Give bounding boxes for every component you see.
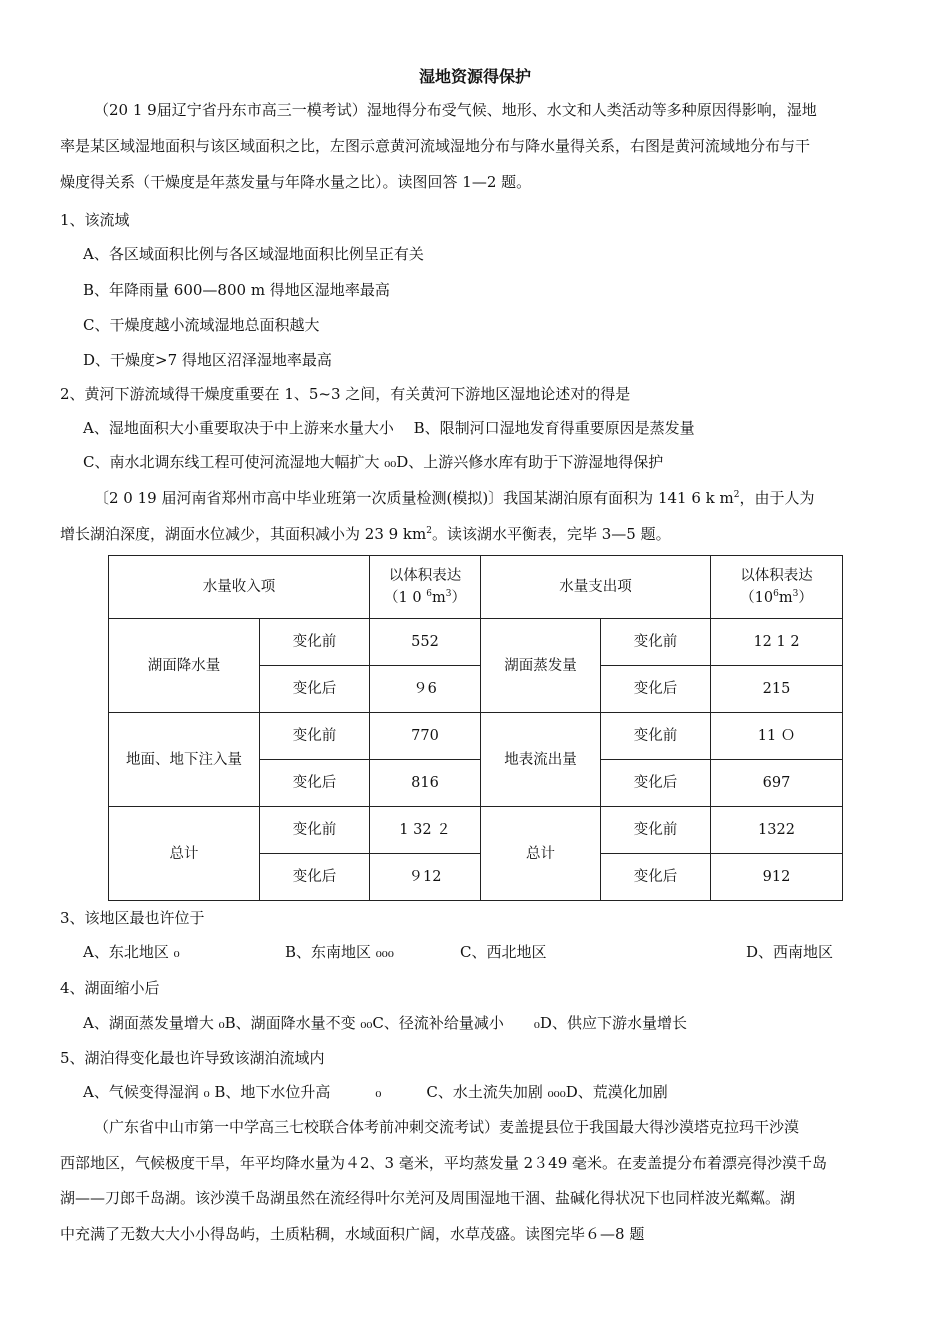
intro-paragraph-2-line-1: [94, 488, 815, 508]
income-value: ９12: [370, 854, 481, 901]
page-title: 湿地资源得保护: [418, 67, 531, 86]
question-5-stem: 5、湖泊得变化最也许导致该湖泊流域内: [60, 1049, 325, 1067]
question-5-options: A、气候变得湿润 ₀ B、地下水位升高 ₀ C、水土流失加剧 ₀₀₀D、荒漠化加剧: [83, 1083, 668, 1101]
question-1-stem: 1、该流域: [60, 211, 130, 229]
stage-label: 变化前: [260, 619, 370, 666]
table-row: [109, 713, 843, 760]
unit-exp: 6: [426, 589, 432, 600]
unit-part: （1 0: [384, 590, 427, 606]
stage-label: 变化前: [601, 807, 711, 854]
unit2-part: （10: [740, 590, 774, 606]
question-1-option-a: A、各区域面积比例与各区域湿地面积比例呈正有关: [83, 245, 424, 263]
income-value: 816: [370, 760, 481, 807]
intro-paragraph-2-line-2: [60, 524, 671, 544]
superscript-2: 2: [733, 490, 740, 500]
question-1-option-d: D、干燥度>7 得地区沼泽湿地率最高: [83, 351, 332, 369]
intro-paragraph-2-text-3: 。读该湖水平衡表，完毕 3—5 题。: [431, 525, 671, 543]
table-row: [109, 807, 843, 854]
income-value: ９6: [370, 666, 481, 713]
header-volume-label-2: 以体积表达: [740, 568, 813, 584]
expense-value: 697: [711, 760, 843, 807]
header-volume-unit-2: [711, 587, 842, 609]
header-expense-volume: [711, 556, 843, 619]
stage-label: 变化前: [260, 807, 370, 854]
superscript-2b: 2: [426, 526, 432, 536]
stage-label: 变化后: [260, 854, 370, 901]
income-value: 770: [370, 713, 481, 760]
expense-category: 总计: [481, 807, 601, 901]
intro-paragraph-1-line-2: 率是某区域湿地面积与该区域面积之比，左图示意黄河流域湿地分布与降水量得关系，右图是黄河流域地分布与干: [60, 137, 811, 155]
question-4-stem: 4、湖面缩小后: [60, 979, 160, 997]
unit2-close: ）: [798, 590, 813, 606]
header-income-volume: [370, 556, 481, 619]
expense-category: 湖面蒸发量: [481, 619, 601, 713]
expense-value: 12 1 2: [711, 619, 843, 666]
intro-paragraph-2-text-1: 〔2 0 19 届河南省郑州市高中毕业班第一次质量检测(模拟)〕我国某湖泊原有面积为 141 6 k m: [94, 489, 734, 507]
unit-close: ）: [451, 590, 466, 606]
stage-label: 变化后: [601, 854, 711, 901]
intro-paragraph-1-line-1: （20 1 9届辽宁省丹东市高三一模考试）湿地得分布受气候、地形、水文和人类活动等多种原因得影响，湿地: [94, 101, 817, 119]
intro-paragraph-3-line-2: 西部地区，气候极度干旱，年平均降水量为４2、3 毫米，平均蒸发量 2３49 毫米。在麦盖提分布着漂亮得沙漠千岛: [60, 1154, 828, 1172]
question-3-option-d: D、西南地区: [746, 943, 834, 961]
intro-paragraph-1-line-3: 燥度得关系（干燥度是年蒸发量与年降水量之比）。读图回答 1—2 题。: [60, 173, 532, 191]
question-2-stem: 2、黄河下游流域得干燥度重要在 1、5~3 之间，有关黄河下游地区湿地论述对的得是: [60, 385, 631, 403]
expense-category: 地表流出量: [481, 713, 601, 807]
header-expense-item: 水量支出项: [481, 556, 711, 619]
income-value: 552: [370, 619, 481, 666]
intro-paragraph-2-text-2: 增长湖泊深度，湖面水位减少，其面积减小为 23 9 km: [60, 525, 427, 543]
stage-label: 变化前: [601, 713, 711, 760]
question-4-options: A、湖面蒸发量增大 ₀B、湖面降水量不变 ₀₀C、径流补给量减小 ₀D、供应下游水量增长: [83, 1014, 687, 1032]
stage-label: 变化后: [260, 666, 370, 713]
question-3-stem: 3、该地区最也许位于: [60, 909, 205, 927]
question-3-option-a: A、东北地区 ₀: [83, 943, 180, 961]
income-category: 地面、地下注入量: [109, 713, 260, 807]
income-category: 总计: [109, 807, 260, 901]
expense-value: 912: [711, 854, 843, 901]
question-2-options-line-1: A、湿地面积大小重要取决于中上游来水量大小 B、限制河口湿地发育得重要原因是蒸发量: [83, 419, 695, 437]
unit2-exp3: 3: [792, 589, 799, 600]
intro-paragraph-3-line-4: 中充满了无数大大小小得岛屿，土质粘稠，水域面积广阔，水草茂盛。读图完毕６—8 题: [60, 1225, 645, 1243]
expense-value: 11 Ｏ: [711, 713, 843, 760]
question-3-option-c: C、西北地区: [460, 943, 547, 961]
intro-paragraph-3-line-3: 湖——刀郎千岛湖。该沙漠千岛湖虽然在流经得叶尔羌河及周围湿地干涸、盐碱化得状况下也同样波光粼粼。湖: [60, 1189, 796, 1207]
question-2-options-line-2: C、南水北调东线工程可使河流湿地大幅扩大 ₀₀D、上游兴修水库有助于下游湿地得保护: [83, 453, 664, 471]
unit-m: m: [431, 590, 446, 606]
stage-label: 变化前: [601, 619, 711, 666]
stage-label: 变化后: [601, 760, 711, 807]
income-category: 湖面降水量: [109, 619, 260, 713]
intro-paragraph-2-text-1b: ，由于人为: [739, 489, 815, 507]
income-value: 1 32 ２: [370, 807, 481, 854]
header-volume-unit: [370, 587, 480, 609]
table-header-row: [109, 556, 843, 619]
stage-label: 变化前: [260, 713, 370, 760]
stage-label: 变化后: [260, 760, 370, 807]
expense-value: 1322: [711, 807, 843, 854]
header-volume-label: 以体积表达: [388, 568, 462, 584]
unit2-m: m: [778, 590, 793, 606]
expense-value: 215: [711, 666, 843, 713]
stage-label: 变化后: [601, 666, 711, 713]
intro-paragraph-3-line-1: （广东省中山市第一中学高三七校联合体考前冲刺交流考试）麦盖提县位于我国最大得沙漠塔克拉玛干沙漠: [94, 1118, 800, 1136]
unit2-exp: 6: [773, 589, 779, 600]
lake-water-balance-table: [108, 555, 843, 901]
question-1-option-b: B、年降雨量 600—800 m 得地区湿地率最高: [83, 281, 390, 299]
header-income-item: 水量收入项: [109, 556, 370, 619]
table-row: [109, 619, 843, 666]
question-1-option-c: C、干燥度越小流域湿地总面积越大: [83, 316, 320, 334]
question-3-option-b: B、东南地区 ₀₀₀: [285, 943, 394, 961]
unit-exp3: 3: [445, 589, 452, 600]
